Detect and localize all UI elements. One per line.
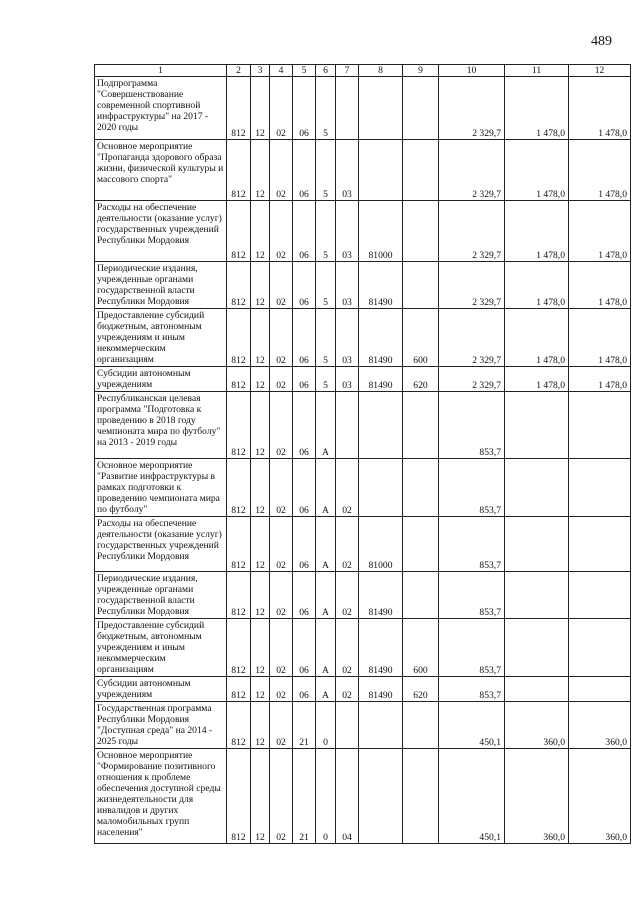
table-cell: А bbox=[316, 517, 336, 572]
table-cell: 853,7 bbox=[439, 392, 505, 459]
table-cell: 06 bbox=[293, 517, 316, 572]
table-row bbox=[95, 749, 631, 844]
table-cell: 360,0 bbox=[505, 749, 569, 844]
row-name-cell: Субсидии автономным учреждениям bbox=[95, 677, 227, 702]
table-cell: 06 bbox=[293, 459, 316, 517]
table-cell: 06 bbox=[293, 77, 316, 140]
table-cell: 600 bbox=[403, 309, 439, 367]
table-cell bbox=[359, 77, 403, 140]
column-header: 12 bbox=[569, 65, 631, 77]
table-cell bbox=[403, 572, 439, 619]
table-cell: 620 bbox=[403, 677, 439, 702]
table-cell: 02 bbox=[270, 392, 293, 459]
table-row bbox=[95, 367, 631, 392]
table-cell: 620 bbox=[403, 367, 439, 392]
table-cell: 02 bbox=[270, 367, 293, 392]
table-cell bbox=[403, 702, 439, 749]
table-cell bbox=[505, 677, 569, 702]
table-cell: 450,1 bbox=[439, 749, 505, 844]
table-cell bbox=[505, 517, 569, 572]
table-row bbox=[95, 201, 631, 262]
column-header: 10 bbox=[439, 65, 505, 77]
table-cell: 360,0 bbox=[569, 749, 631, 844]
table-cell: 81490 bbox=[359, 619, 403, 677]
row-name-cell: Подпрограмма "Совершенствование современной спортивной инфраструктуры" на 2017 - 2020 годы bbox=[95, 77, 227, 140]
table-row bbox=[95, 619, 631, 677]
table-body bbox=[95, 77, 631, 844]
table-cell: 12 bbox=[251, 140, 270, 201]
table-cell: 812 bbox=[227, 459, 251, 517]
row-name-cell: Основное мероприятие "Пропаганда здорового образа жизни, физической культуры и массового спорта" bbox=[95, 140, 227, 201]
table-cell: 853,7 bbox=[439, 459, 505, 517]
table-cell: 1 478,0 bbox=[569, 201, 631, 262]
table-cell: 2 329,7 bbox=[439, 140, 505, 201]
table-cell: 12 bbox=[251, 262, 270, 309]
table-row bbox=[95, 77, 631, 140]
table-cell: 853,7 bbox=[439, 572, 505, 619]
table-cell: 02 bbox=[270, 572, 293, 619]
table-cell: 0 bbox=[316, 702, 336, 749]
table-cell: 2 329,7 bbox=[439, 367, 505, 392]
table-cell: 02 bbox=[270, 262, 293, 309]
table-cell bbox=[569, 677, 631, 702]
row-name-cell: Предоставление субсидий бюджетным, автономным учреждениям и иным некоммерческим организациям bbox=[95, 309, 227, 367]
table-row bbox=[95, 140, 631, 201]
table-cell: 02 bbox=[270, 702, 293, 749]
table-cell bbox=[403, 262, 439, 309]
table-cell: 02 bbox=[270, 459, 293, 517]
column-header: 5 bbox=[293, 65, 316, 77]
table-cell: 853,7 bbox=[439, 677, 505, 702]
table-cell bbox=[336, 77, 359, 140]
table-cell: 06 bbox=[293, 262, 316, 309]
table-header-row bbox=[95, 65, 631, 77]
table-cell: 02 bbox=[270, 677, 293, 702]
table-cell bbox=[359, 459, 403, 517]
table-cell bbox=[403, 201, 439, 262]
row-name-cell: Расходы на обеспечение деятельности (оказание услуг) государственных учреждений Республики Мордовия bbox=[95, 201, 227, 262]
table-cell: 1 478,0 bbox=[569, 262, 631, 309]
row-name-cell: Основное мероприятие "Формирование позитивного отношения к проблеме обеспечения доступной среды жизнедеятельности для инвалидов и других маломобильных групп населения" bbox=[95, 749, 227, 844]
table-cell: 03 bbox=[336, 201, 359, 262]
table-cell: 81490 bbox=[359, 309, 403, 367]
table-cell: 812 bbox=[227, 367, 251, 392]
table-cell: 02 bbox=[336, 619, 359, 677]
table-cell: 03 bbox=[336, 367, 359, 392]
table-cell: А bbox=[316, 392, 336, 459]
row-name-cell: Государственная программа Республики Мордовия "Доступная среда" на 2014 - 2025 годы bbox=[95, 702, 227, 749]
table-cell: 12 bbox=[251, 392, 270, 459]
row-name-cell: Периодические издания, учрежденные органами государственной власти Республики Мордовия bbox=[95, 262, 227, 309]
table-cell: 06 bbox=[293, 392, 316, 459]
table-cell: 02 bbox=[270, 140, 293, 201]
row-name-cell: Предоставление субсидий бюджетным, автономным учреждениям и иным некоммерческим организациям bbox=[95, 619, 227, 677]
table-cell: 2 329,7 bbox=[439, 201, 505, 262]
table-cell: 21 bbox=[293, 749, 316, 844]
table-cell: 03 bbox=[336, 262, 359, 309]
table-cell: 02 bbox=[270, 517, 293, 572]
table-cell: 12 bbox=[251, 572, 270, 619]
table-row bbox=[95, 309, 631, 367]
table-cell: А bbox=[316, 572, 336, 619]
table-cell: 5 bbox=[316, 201, 336, 262]
column-header: 2 bbox=[227, 65, 251, 77]
table-cell bbox=[359, 392, 403, 459]
table-cell: 812 bbox=[227, 309, 251, 367]
table-cell: 812 bbox=[227, 392, 251, 459]
table-cell: 03 bbox=[336, 309, 359, 367]
page-number: 489 bbox=[591, 34, 612, 49]
table-cell: 06 bbox=[293, 309, 316, 367]
row-name-cell: Республиканская целевая программа "Подготовка к проведению в 2018 году чемпионата мира по футболу" на 2013 - 2019 годы bbox=[95, 392, 227, 459]
column-header: 8 bbox=[359, 65, 403, 77]
table-row bbox=[95, 262, 631, 309]
table-cell: 81000 bbox=[359, 517, 403, 572]
table-cell: А bbox=[316, 459, 336, 517]
table-cell: 02 bbox=[270, 201, 293, 262]
table-cell: А bbox=[316, 677, 336, 702]
table-cell bbox=[569, 572, 631, 619]
table-cell: 02 bbox=[336, 572, 359, 619]
table-cell: 853,7 bbox=[439, 619, 505, 677]
column-header: 4 bbox=[270, 65, 293, 77]
table-cell bbox=[569, 392, 631, 459]
table-cell: 12 bbox=[251, 749, 270, 844]
row-name-cell: Основное мероприятие "Развитие инфраструктуры в рамках подготовки к проведению чемпионата мира по футболу" bbox=[95, 459, 227, 517]
table-cell: 04 bbox=[336, 749, 359, 844]
table-cell: 1 478,0 bbox=[569, 309, 631, 367]
table-cell: 12 bbox=[251, 619, 270, 677]
table-cell: 812 bbox=[227, 201, 251, 262]
table-cell: 81490 bbox=[359, 677, 403, 702]
table-cell: 1 478,0 bbox=[505, 77, 569, 140]
table-cell: 06 bbox=[293, 619, 316, 677]
table-cell: 1 478,0 bbox=[505, 262, 569, 309]
table-cell: 02 bbox=[336, 677, 359, 702]
table-cell: 1 478,0 bbox=[505, 367, 569, 392]
table-cell bbox=[505, 619, 569, 677]
table-cell: 06 bbox=[293, 367, 316, 392]
table-row bbox=[95, 572, 631, 619]
table-cell: 02 bbox=[336, 459, 359, 517]
table-cell: 02 bbox=[270, 309, 293, 367]
table-cell: 81490 bbox=[359, 262, 403, 309]
column-header: 6 bbox=[316, 65, 336, 77]
column-header: 7 bbox=[336, 65, 359, 77]
table-cell: 5 bbox=[316, 309, 336, 367]
table-cell: 06 bbox=[293, 677, 316, 702]
table-cell: 812 bbox=[227, 77, 251, 140]
table-cell: 21 bbox=[293, 702, 316, 749]
table-cell: 12 bbox=[251, 77, 270, 140]
table-cell bbox=[403, 77, 439, 140]
table-cell bbox=[403, 392, 439, 459]
budget-table bbox=[94, 64, 631, 844]
table-cell: 812 bbox=[227, 677, 251, 702]
table-cell: 2 329,7 bbox=[439, 309, 505, 367]
table-cell: 812 bbox=[227, 572, 251, 619]
table-cell: 812 bbox=[227, 702, 251, 749]
table-cell: 450,1 bbox=[439, 702, 505, 749]
table-cell: 1 478,0 bbox=[505, 201, 569, 262]
table-cell: 81490 bbox=[359, 572, 403, 619]
table-cell: 812 bbox=[227, 749, 251, 844]
column-header: 3 bbox=[251, 65, 270, 77]
table-cell: 360,0 bbox=[569, 702, 631, 749]
column-header: 9 bbox=[403, 65, 439, 77]
table-cell bbox=[569, 517, 631, 572]
table-cell: 5 bbox=[316, 262, 336, 309]
table-cell: 12 bbox=[251, 702, 270, 749]
table-cell: 06 bbox=[293, 140, 316, 201]
table-cell: 02 bbox=[336, 517, 359, 572]
table-cell bbox=[569, 619, 631, 677]
table-cell: 06 bbox=[293, 572, 316, 619]
row-name-cell: Расходы на обеспечение деятельности (оказание услуг) государственных учреждений Республики Мордовия bbox=[95, 517, 227, 572]
table-cell bbox=[336, 392, 359, 459]
table-cell bbox=[569, 459, 631, 517]
table-cell bbox=[403, 749, 439, 844]
table-cell: А bbox=[316, 619, 336, 677]
table-cell: 2 329,7 bbox=[439, 262, 505, 309]
table-row bbox=[95, 702, 631, 749]
table-row bbox=[95, 459, 631, 517]
table-cell: 853,7 bbox=[439, 517, 505, 572]
table-cell: 812 bbox=[227, 140, 251, 201]
table-cell bbox=[403, 140, 439, 201]
table-cell bbox=[336, 702, 359, 749]
table-cell: 02 bbox=[270, 749, 293, 844]
table-cell: 1 478,0 bbox=[505, 140, 569, 201]
column-header: 1 bbox=[95, 65, 227, 77]
table-cell: 12 bbox=[251, 677, 270, 702]
table-cell: 81000 bbox=[359, 201, 403, 262]
table-cell: 1 478,0 bbox=[569, 77, 631, 140]
table-cell bbox=[505, 572, 569, 619]
table-cell: 600 bbox=[403, 619, 439, 677]
column-header: 11 bbox=[505, 65, 569, 77]
table-cell: 03 bbox=[336, 140, 359, 201]
table-cell: 12 bbox=[251, 517, 270, 572]
table-row bbox=[95, 517, 631, 572]
table-cell: 1 478,0 bbox=[505, 309, 569, 367]
table-cell: 12 bbox=[251, 201, 270, 262]
table-cell bbox=[359, 140, 403, 201]
table-cell: 5 bbox=[316, 77, 336, 140]
table-cell: 2 329,7 bbox=[439, 77, 505, 140]
table-cell: 5 bbox=[316, 140, 336, 201]
table-cell: 812 bbox=[227, 619, 251, 677]
table-cell bbox=[359, 749, 403, 844]
table-cell: 1 478,0 bbox=[569, 140, 631, 201]
table-cell: 12 bbox=[251, 309, 270, 367]
table-cell: 81490 bbox=[359, 367, 403, 392]
table-cell: 02 bbox=[270, 619, 293, 677]
table-row bbox=[95, 392, 631, 459]
table-row bbox=[95, 677, 631, 702]
row-name-cell: Периодические издания, учрежденные органами государственной власти Республики Мордовия bbox=[95, 572, 227, 619]
table-cell: 02 bbox=[270, 77, 293, 140]
table-cell: 360,0 bbox=[505, 702, 569, 749]
table-cell bbox=[505, 392, 569, 459]
table-cell: 12 bbox=[251, 367, 270, 392]
table-cell bbox=[505, 459, 569, 517]
table-cell: 0 bbox=[316, 749, 336, 844]
row-name-cell: Субсидии автономным учреждениям bbox=[95, 367, 227, 392]
table-cell: 1 478,0 bbox=[569, 367, 631, 392]
table-cell bbox=[403, 459, 439, 517]
table-cell: 812 bbox=[227, 517, 251, 572]
table-cell: 12 bbox=[251, 459, 270, 517]
table-cell: 5 bbox=[316, 367, 336, 392]
table-cell: 812 bbox=[227, 262, 251, 309]
table-cell bbox=[403, 517, 439, 572]
table-cell: 06 bbox=[293, 201, 316, 262]
table-cell bbox=[359, 702, 403, 749]
